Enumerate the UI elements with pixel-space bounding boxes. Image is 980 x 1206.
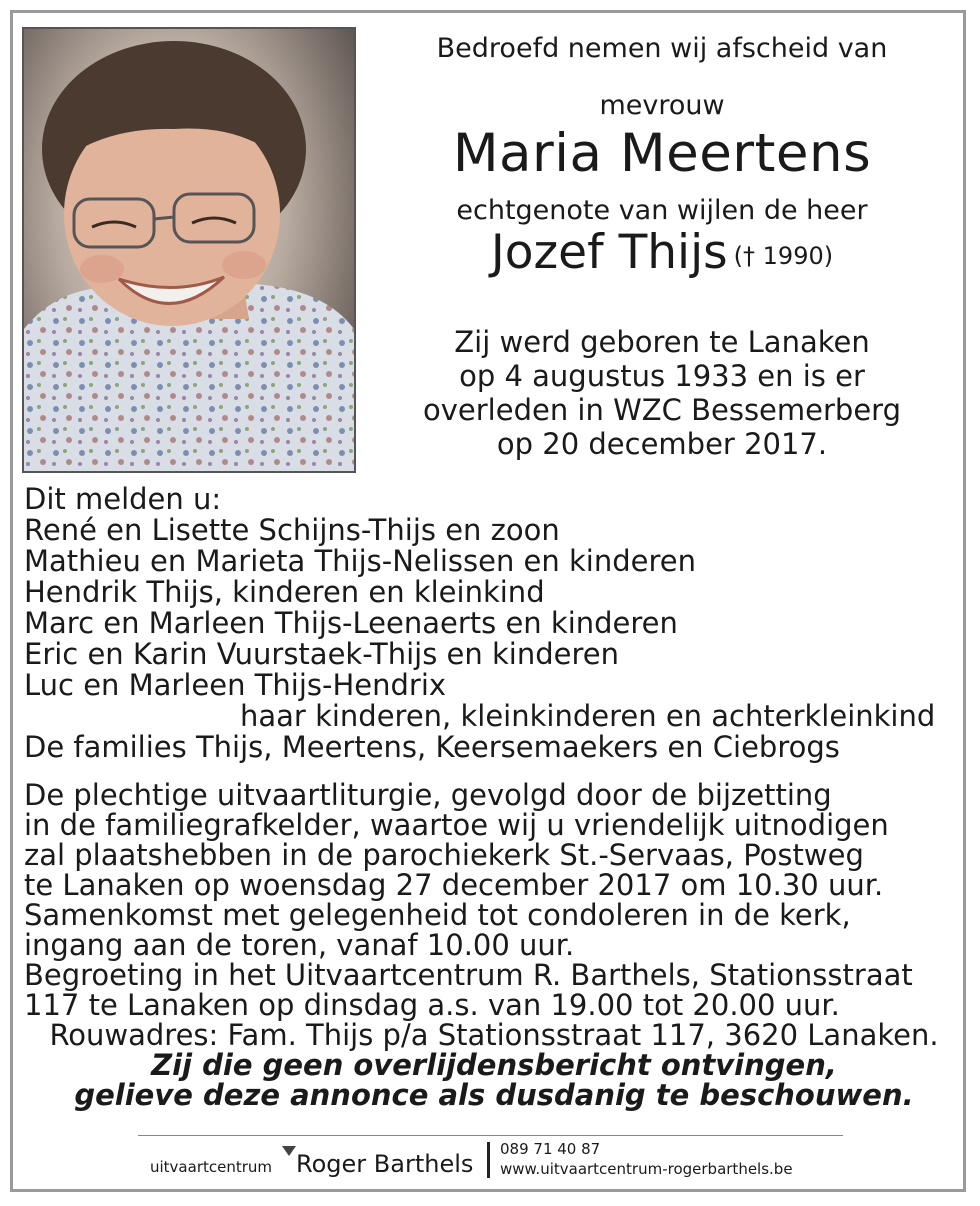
spouse-line (362, 225, 962, 280)
family-intro: Dit melden u: (24, 482, 222, 516)
portrait-photo (22, 27, 356, 473)
funeral-line: 117 te Lanaken op dinsdag a.s. van 19.00 tot 20.00 uur. (24, 988, 840, 1022)
family-line: Marc en Marleen Thijs-Leenaerts en kinderen (24, 606, 678, 640)
family-line: René en Lisette Schijns-Thijs en zoon (24, 513, 560, 547)
funeral-home-name: Roger Barthels (296, 1150, 474, 1178)
funeral-line: zal plaatshebben in de parochiekerk St.-Servaas, Postweg (24, 838, 864, 872)
triangle-marker-icon (282, 1146, 296, 1156)
footer-divider (138, 1135, 843, 1136)
footer-separator (487, 1142, 490, 1178)
funeral-line: in de familiegrafkelder, waartoe wij u vriendelijk uitnodigen (24, 808, 889, 842)
footer-website[interactable]: www.uitvaartcentrum-rogerbarthels.be (500, 1160, 793, 1178)
birth-line-1: Zij werd geboren te Lanaken (454, 325, 870, 359)
funeral-section (24, 780, 964, 1110)
spouse-intro: echtgenote van wijlen de heer (456, 195, 868, 226)
family-line: Luc en Marleen Thijs-Hendrix (24, 668, 447, 702)
funeral-line: De plechtige uitvaartliturgie, gevolgd door de bijzetting (24, 778, 832, 812)
family-line: Mathieu en Marieta Thijs-Nelissen en kinderen (24, 544, 696, 578)
grandchildren-line: haar kinderen, kleinkinderen en achterkleinkind (240, 699, 936, 733)
funeral-line: Samenkomst met gelegenheid tot condoleren in de kerk, (24, 898, 851, 932)
funeral-line: ingang aan de toren, vanaf 10.00 uur. (24, 928, 575, 962)
family-section (24, 484, 964, 763)
spouse-name: Jozef Thijs (490, 225, 728, 280)
birth-line-2: op 4 augustus 1933 en is er (459, 359, 865, 393)
intro-line: Bedroefd nemen wij afscheid van (436, 33, 888, 64)
funeral-line: Begroeting in het Uitvaartcentrum R. Barthels, Stationsstraat (24, 958, 913, 992)
mourning-address: Rouwadres: Fam. Thijs p/a Stationsstraat 117, 3620 Lanaken. (49, 1018, 939, 1052)
deceased-name: Maria Meertens (452, 123, 872, 184)
notice-line: Zij die geen overlijdensbericht ontvingen, (151, 1048, 837, 1082)
honorific: mevrouw (599, 90, 725, 121)
notice-line: gelieve deze annonce als dusdanig te beschouwen. (74, 1078, 914, 1112)
footer-label: uitvaartcentrum (150, 1158, 273, 1176)
family-line: Hendrik Thijs, kinderen en kleinkind (24, 575, 545, 609)
funeral-line: te Lanaken op woensdag 27 december 2017 om 10.30 uur. (24, 868, 884, 902)
family-line: Eric en Karin Vuurstaek-Thijs en kinderen (24, 637, 619, 671)
birth-line-3: overleden in WZC Bessemerberg (423, 393, 901, 427)
footer-phone: 089 71 40 87 (500, 1140, 601, 1158)
spouse-death-year: († 1990) (733, 241, 834, 270)
birth-line-4: op 20 december 2017. (496, 427, 828, 461)
families-line: De families Thijs, Meertens, Keersemaekers en Ciebrogs (24, 730, 840, 764)
